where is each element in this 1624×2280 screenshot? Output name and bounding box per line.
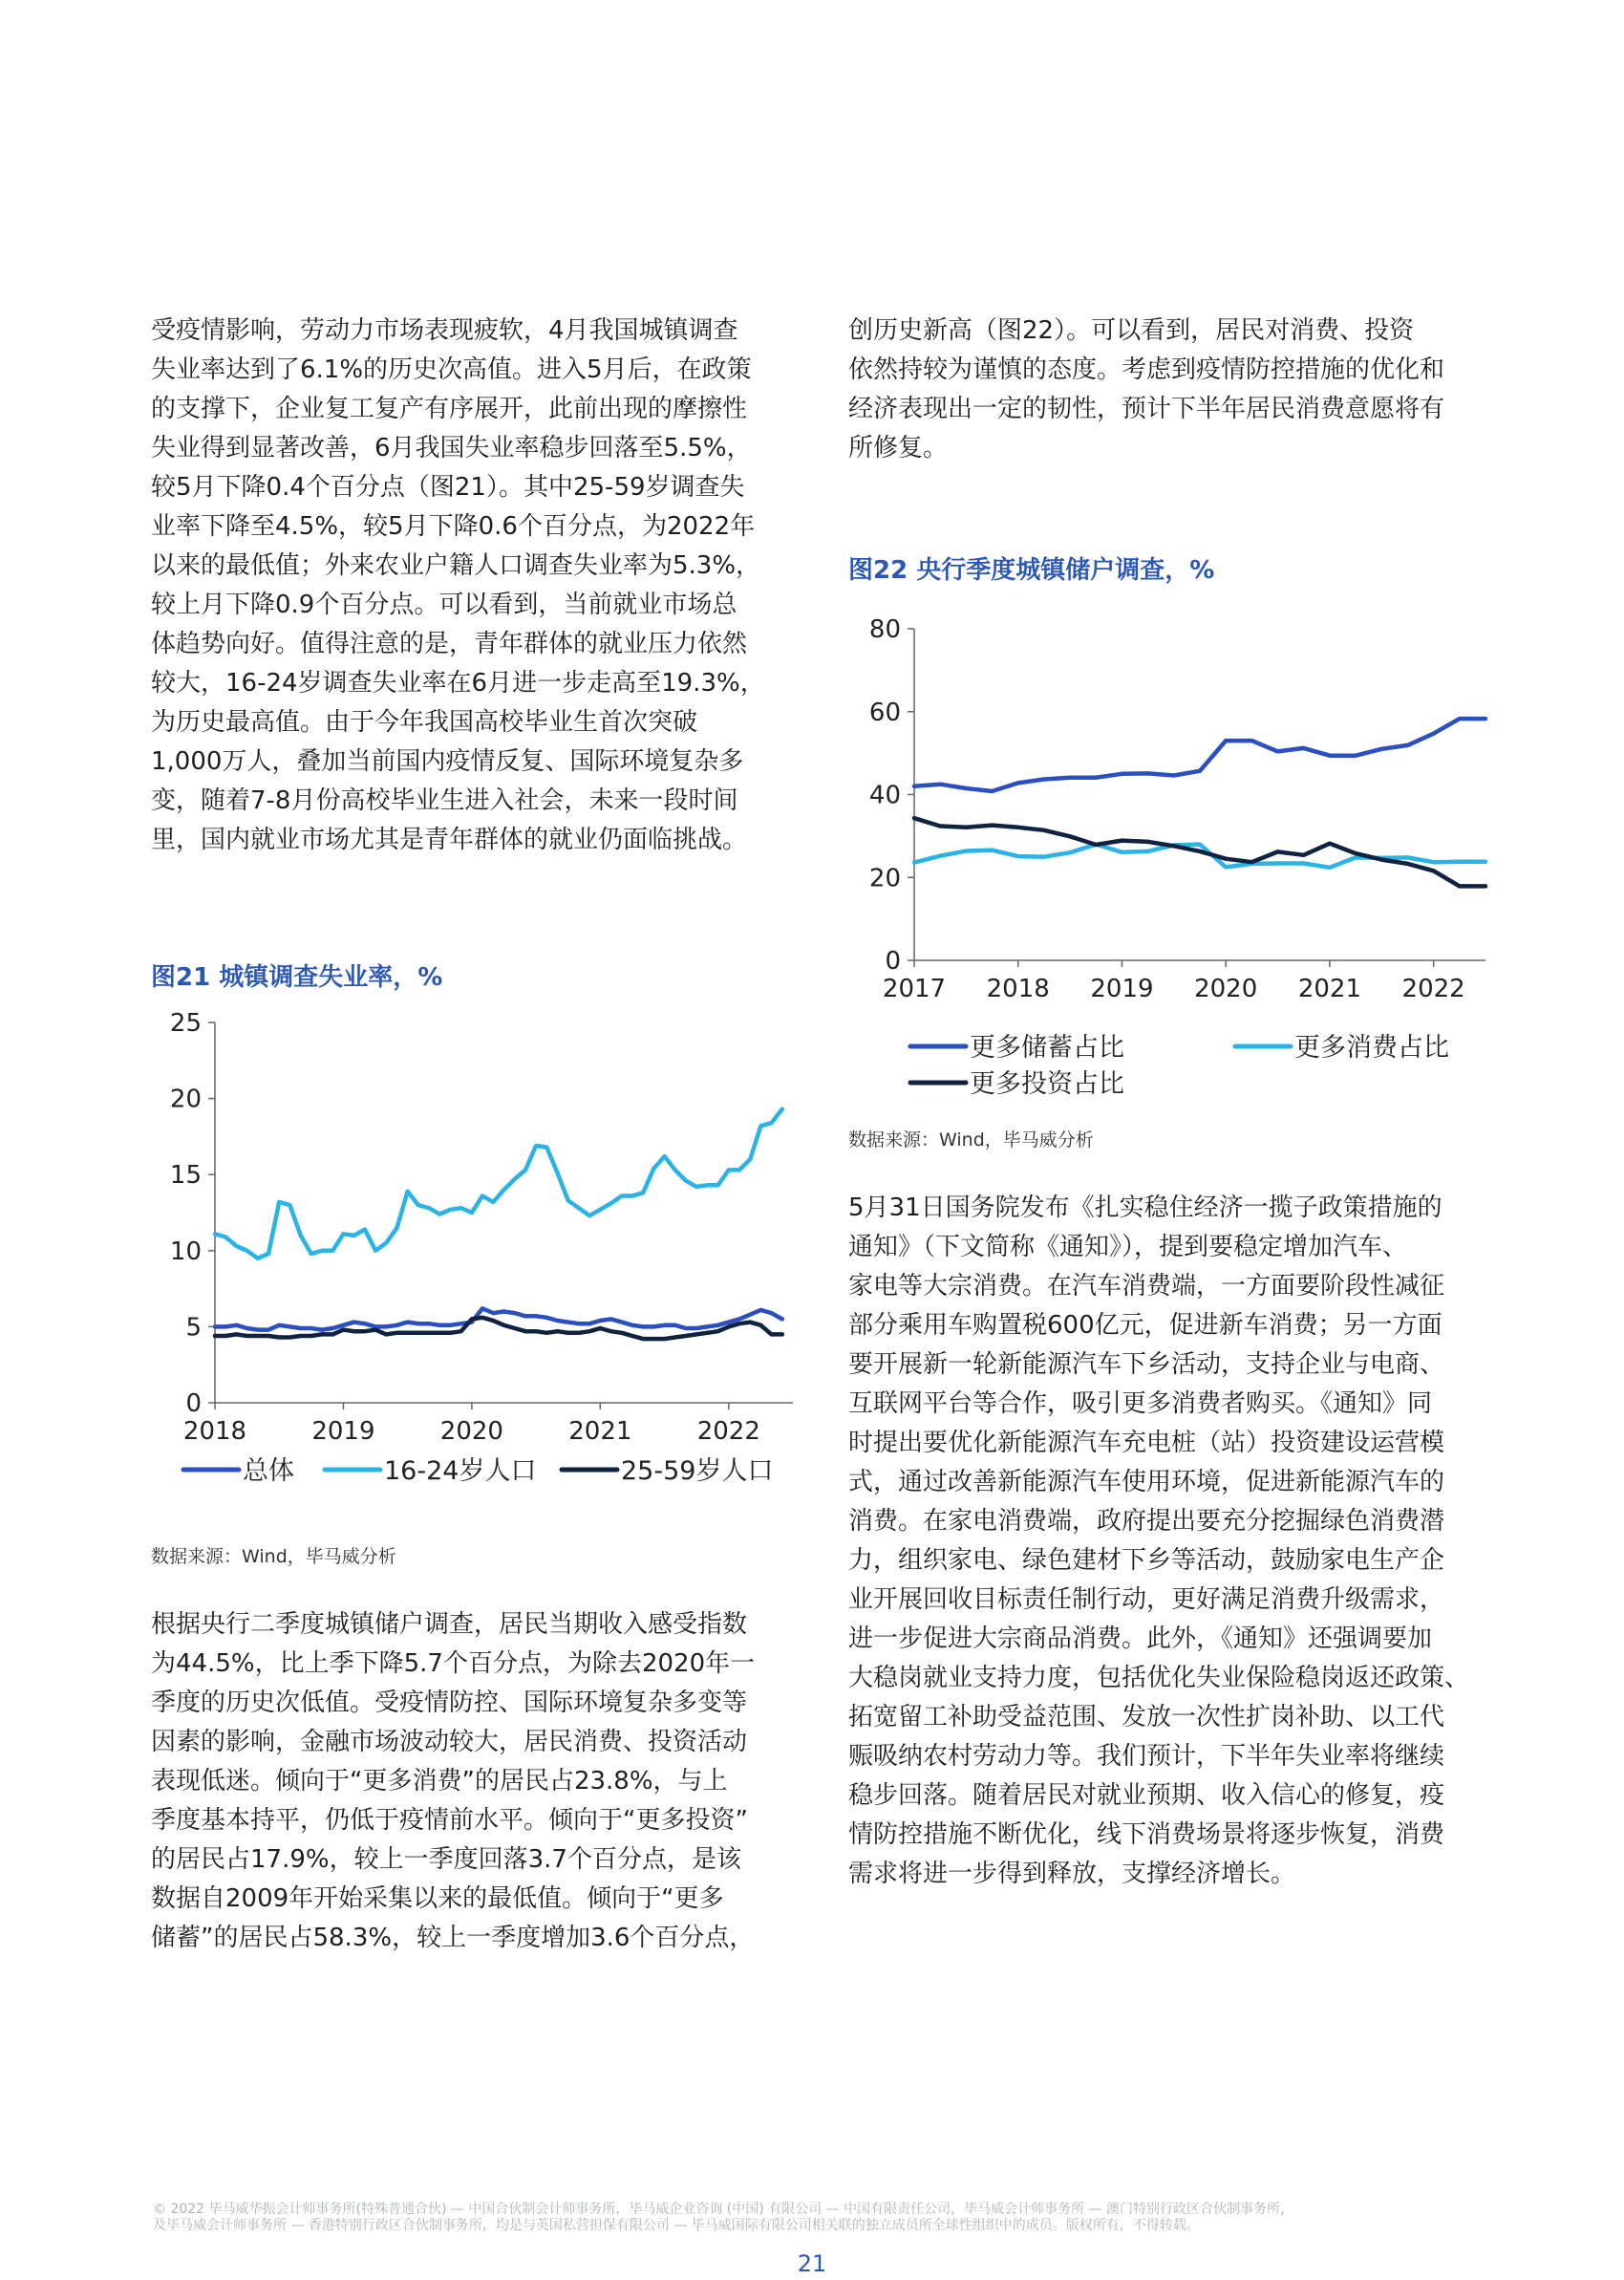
figure21-source: 数据来源：Wind，毕马威分析 xyxy=(151,1546,396,1567)
page-number: 21 xyxy=(797,2250,827,2277)
series-line-1 xyxy=(215,1109,782,1258)
figure21-title: 图21 城镇调查失业率，% xyxy=(151,963,443,992)
x-tick-label: 2020 xyxy=(439,1417,503,1446)
left-column-lower xyxy=(151,1605,810,1958)
right-paragraph-1: 创历史新高（图22）。可以看到，居民对消费、投资 依然持较为谨慎的态度。考虑到疫情防控措施的优化和 经济表现出一定的韧性，预计下半年居民消费意愿将有 所修复。 xyxy=(848,316,1445,462)
left-column xyxy=(151,312,801,860)
figure22-source: 数据来源：Wind，毕马威分析 xyxy=(848,1129,1094,1151)
x-tick-label: 2017 xyxy=(882,975,947,1003)
x-tick-label: 2019 xyxy=(1090,975,1154,1003)
series-line-0 xyxy=(215,1308,782,1329)
left-paragraph-2: 根据央行二季度城镇储户调查，居民当期收入感受指数 为44.5%，比上季下降5.7个百分点，为除去2020年一 季度的历史次低值。受疫情防控、国际环境复杂多变等 因素的影响，金融市场波动较大，居民消费、投资活动 表现低迷。倾向于“更多消费”的居民占23.8%，与上 季度基本持平，仍低于疫情前水平。倾向于“更多投资” 的居民占17.9%，较上一季度回落3.7个百分点，是该 数据自2009年开始采集以来的最低值。倾向于“更多 储蓄”的居民占58.3%，较上一季度增加3.6个百分点， xyxy=(151,1610,756,1952)
x-tick-label: 2018 xyxy=(182,1417,247,1446)
right-column xyxy=(848,312,1498,468)
legend-label-0: 更多储蓄占比 xyxy=(970,1033,1124,1063)
legend-label-2: 更多投资占比 xyxy=(970,1069,1124,1099)
x-tick-label: 2021 xyxy=(568,1417,632,1446)
y-tick-label: 80 xyxy=(868,615,901,644)
figure22-chart xyxy=(841,602,1509,1099)
right-column-lower xyxy=(848,1189,1517,1894)
x-tick-label: 2022 xyxy=(696,1417,760,1446)
figure21-chart xyxy=(134,992,802,1537)
y-tick-label: 40 xyxy=(868,781,901,810)
y-tick-label: 20 xyxy=(169,1085,202,1114)
figure22-title: 图22 央行季度城镇储户调查，% xyxy=(848,556,1215,585)
right-paragraph-2: 5月31日国务院发布《扎实稳住经济一揽子政策措施的 通知》（下文简称《通知》），提到要稳定增加汽车、 家电等大宗消费。在汽车消费端，一方面要阶段性减征 部分乘用车购置税600亿元，促进新车消费；另一方面 要开展新一轮新能源汽车下乡活动，支持企业与电商、 互联网平台等合作，吸引更多消费者购买。《通知》同 时提出要优化新能源汽车充电桩（站）投资建设运营模 式，通过改善新能源汽车使用环境，促进新能源汽车的 消费。在家电消费端，政府提出要充分挖掘绿色消费潜 力，组织家电、绿色建材下乡等活动，鼓励家电生产企 业开展回收目标责任制行动，更好满足消费升级需求， 进一步促进大宗商品消费。此外，《通知》还强调要加 大稳岗就业支持力度，包括优化失业保险稳岗返还政策、 拓宽留工补助受益范围、发放一次性扩岗补助、以工代 赈吸纳农村劳动力等。我们预计，下半年失业率将继续 稳步回落。随着居民对就业预期、收入信心的修复，疫 情防控措施不断优化，线下消费场景将逐步恢复，消费 需求将进一步得到释放，支撑经济增长。 xyxy=(848,1194,1470,1888)
y-tick-label: 5 xyxy=(185,1313,202,1343)
y-tick-label: 60 xyxy=(868,698,901,727)
x-tick-label: 2018 xyxy=(986,975,1050,1003)
x-tick-label: 2021 xyxy=(1297,975,1361,1003)
x-tick-label: 2020 xyxy=(1194,975,1258,1003)
x-tick-label: 2019 xyxy=(311,1417,375,1446)
x-tick-label: 2022 xyxy=(1401,975,1465,1003)
y-tick-label: 20 xyxy=(868,864,901,893)
y-tick-label: 0 xyxy=(185,1389,202,1418)
y-tick-label: 0 xyxy=(885,947,901,976)
series-line-0 xyxy=(914,719,1485,791)
legend-label-1: 16-24岁人口 xyxy=(384,1456,537,1486)
legend-label-2: 25-59岁人口 xyxy=(621,1456,774,1486)
footer-disclaimer: © 2022 毕马威华振会计师事务所(特殊普通合伙) — 中国合伙制会计师事务所，毕马威企业咨询 (中国) 有限公司 — 中国有限责任公司，毕马威会计师事务所 — 澳门特别行政区合伙制事务所， 及毕马威会计师事务所 — 香港特别行政区合伙制事务所，均是与英国私营担保有限公司 — 毕马威国际有限公司相关联的独立成员所全球性组织中的成员。版权所有，不得转载。 xyxy=(153,2202,1293,2233)
y-tick-label: 10 xyxy=(169,1237,202,1266)
left-paragraph-1: 受疫情影响，劳动力市场表现疲软，4月我国城镇调查 失业率达到了6.1%的历史次高值。进入5月后，在政策 的支撑下，企业复工复产有序展开，此前出现的摩擦性 失业得到显著改善，6月我国失业率稳步回落至5.5%， 较5月下降0.4个百分点（图21）。其中25-59岁调查失 业率下降至4.5%，较5月下降0.6个百分点，为2022年 以来的最低值；外来农业户籍人口调查失业率为5.3%， 较上月下降0.9个百分点。可以看到，当前就业市场总 体趋势向好。值得注意的是，青年群体的就业压力依然 较大，16-24岁调查失业率在6月进一步走高至19.3%， 为历史最高值。由于今年我国高校毕业生首次突破 1,000万人，叠加当前国内疫情反复、国际环境复杂多 变，随着7-8月份高校毕业生进入社会，未来一段时间 里，国内就业市场尤其是青年群体的就业仍面临挑战。 xyxy=(151,316,765,854)
legend-label-0: 总体 xyxy=(243,1456,294,1486)
y-tick-label: 15 xyxy=(169,1161,202,1191)
legend-label-1: 更多消费占比 xyxy=(1294,1033,1449,1063)
y-tick-label: 25 xyxy=(169,1009,202,1038)
